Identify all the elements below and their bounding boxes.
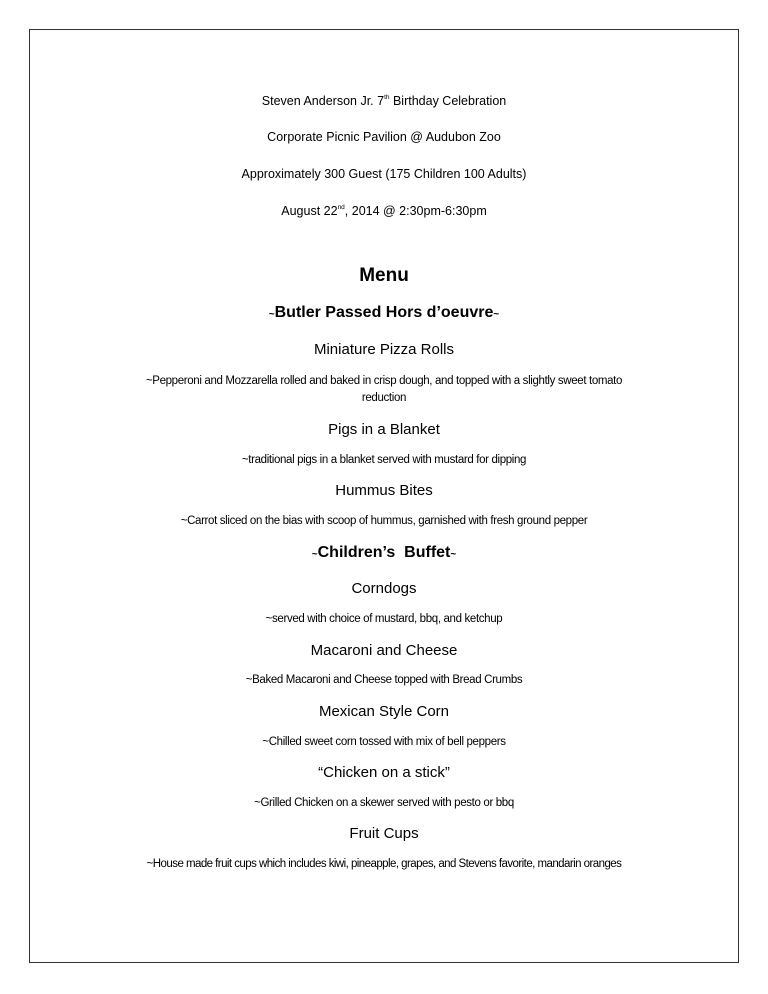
section-heading-childrens-buffet: ~Children’s Buffet~ [311,544,457,561]
menu-item-description: reduction [361,392,407,404]
menu-item-description: ~served with choice of mustard, bbq, and ketchup [265,613,503,625]
menu-item-description: ~Grilled Chicken on a skewer served with pesto or bbq [254,797,514,809]
menu-title: Menu [359,265,409,286]
menu-item-name: Fruit Cups [349,825,419,842]
event-date-time: August 22nd, 2014 @ 2:30pm-6:30pm [281,204,487,218]
menu-item-name: Pigs in a Blanket [328,421,440,438]
event-guest-count: Approximately 300 Guest (175 Children 100 Adults) [241,167,527,181]
event-title: Steven Anderson Jr. 7th Birthday Celebration [261,94,507,108]
menu-item-description: ~Carrot sliced on the bias with scoop of hummus, garnished with fresh ground pepper [180,515,588,527]
menu-item-name: Corndogs [351,580,417,597]
menu-item-name: Miniature Pizza Rolls [313,341,455,358]
menu-item-name: Hummus Bites [335,482,433,499]
menu-item-description: ~Baked Macaroni and Cheese topped with Bread Crumbs [245,674,523,686]
menu-item-description: ~traditional pigs in a blanket served with mustard for dipping [241,454,527,466]
menu-item-name: Macaroni and Cheese [310,642,458,659]
menu-item-description: ~House made fruit cups which includes kiwi, pineapple, grapes, and Stevens favorite, mandarin oranges [146,858,622,870]
section-heading-hors-doeuvre: ~Butler Passed Hors d’oeuvre~ [268,304,500,321]
event-venue: Corporate Picnic Pavilion @ Audubon Zoo [267,130,501,144]
menu-item-description: ~Chilled sweet corn tossed with mix of bell peppers [262,736,506,748]
menu-item-description: ~Pepperoni and Mozzarella rolled and baked in crisp dough, and topped with a slightly sweet tomato [145,375,623,387]
menu-item-name: “Chicken on a stick” [318,764,450,781]
ordinal-suffix: nd [337,204,345,211]
menu-item-name: Mexican Style Corn [318,703,450,720]
ordinal-suffix: th [384,94,390,101]
